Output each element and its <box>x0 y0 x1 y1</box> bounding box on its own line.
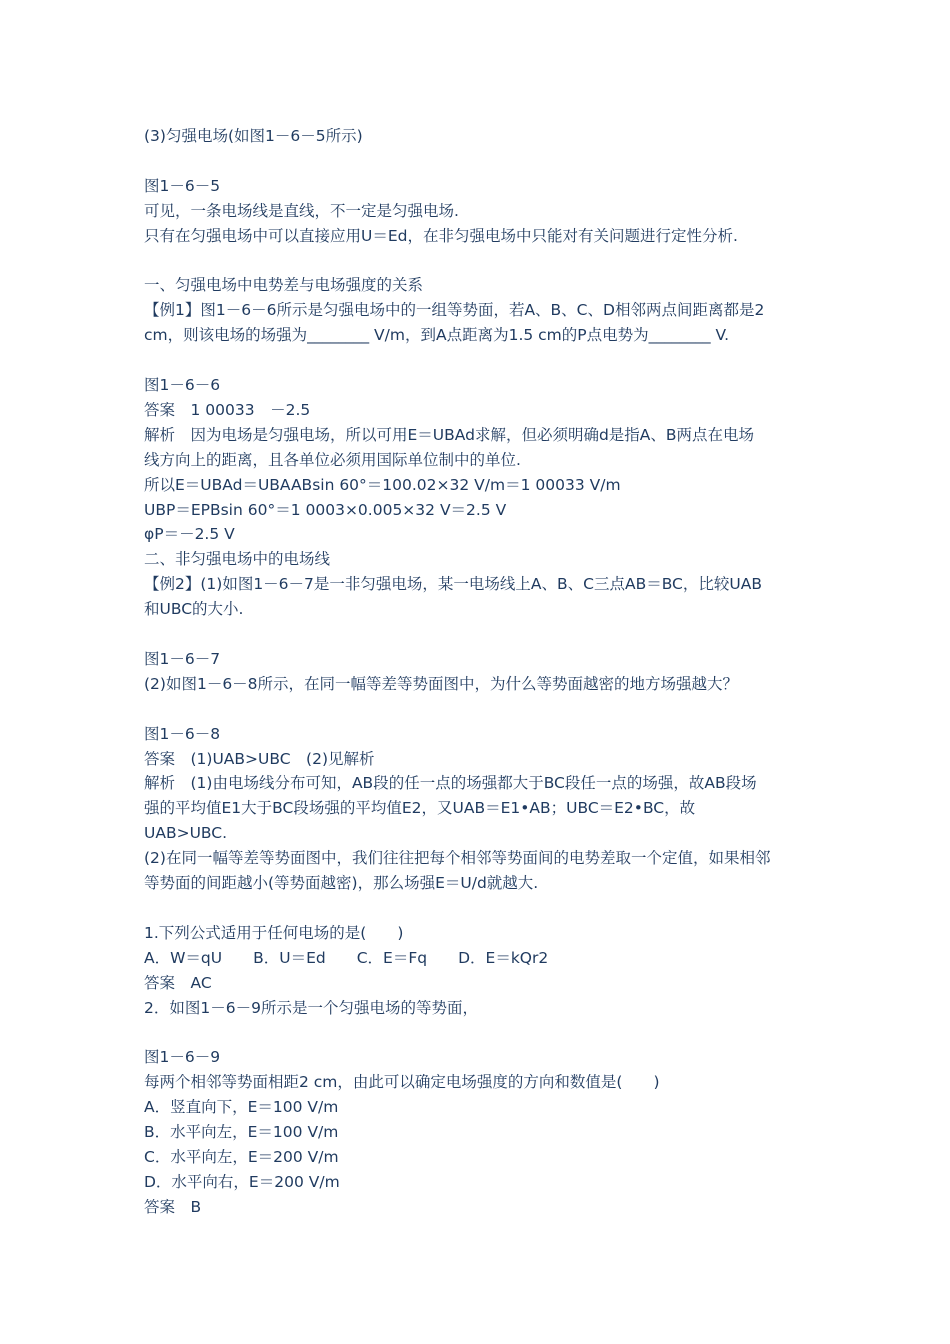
text-line: 答案 (1)UAB>UBC (2)见解析 <box>144 749 375 768</box>
text-line: 答案 AC <box>144 973 212 992</box>
text-line: 线方向上的距离，且各单位必须用国际单位制中的单位. <box>144 450 521 469</box>
text-line: 强的平均值E1大于BC段场强的平均值E2，又UAB＝E1•AB；UBC＝E2•BC，故 <box>144 799 696 818</box>
text-line: 等势面的间距越小(等势面越密)，那么场强E＝U/d就越大. <box>144 874 539 893</box>
blank-line <box>144 697 812 722</box>
text-line: A．竖直向下，E＝100 V/m <box>144 1098 339 1117</box>
text-line: cm，则该电场的场强为________ V/m，到A点距离为1.5 cm的P点电势为________ V. <box>144 326 730 345</box>
text-line: (3)匀强电场(如图1－6－5所示) <box>144 127 363 145</box>
blank-line <box>144 249 812 274</box>
text-line: 解析 (1)由电场线分布可知，AB段的任一点的场强都大于BC段任一点的场强，故AB段场 <box>144 774 757 793</box>
text-line: 解析 因为电场是匀强电场，所以可用E＝UBAd求解，但必须明确d是指A、B两点在电场 <box>144 425 755 444</box>
text-line: 可见，一条电场线是直线，不一定是匀强电场. <box>144 201 459 220</box>
text-line: UBP＝EPBsin 60°＝1 0003×0.005×32 V＝2.5 V <box>144 500 507 519</box>
text-line: 每两个相邻等势面相距2 cm，由此可以确定电场强度的方向和数值是( ) <box>144 1073 660 1092</box>
text-line: C．水平向左，E＝200 V/m <box>144 1148 339 1167</box>
text-line: 二、非匀强电场中的电场线 <box>144 550 331 569</box>
text-line: D．水平向右，E＝200 V/m <box>144 1172 340 1191</box>
text-line: φP＝－2.5 V <box>144 525 235 544</box>
text-line: 1.下列公式适用于任何电场的是( ) <box>144 923 404 942</box>
text-line: 答案 1 00033 －2.5 <box>144 400 311 419</box>
blank-line <box>144 896 812 921</box>
text-line: 【例1】图1－6－6所示是匀强电场中的一组等势面，若A、B、C、D相邻两点间距离都是2 <box>144 301 765 320</box>
text-line: B．水平向左，E＝100 V/m <box>144 1123 339 1142</box>
blank-line <box>144 348 812 373</box>
blank-line <box>144 622 812 647</box>
text-line: 所以E＝UBAd＝UBAABsin 60°＝100.02×32 V/m＝1 00033 V/m <box>144 475 621 494</box>
text-line: 图1－6－6 <box>144 376 221 395</box>
blank-line <box>144 1021 812 1046</box>
text-line: 只有在匀强电场中可以直接应用U＝Ed，在非匀强电场中只能对有关问题进行定性分析. <box>144 226 738 245</box>
text-line: 图1－6－5 <box>144 176 221 195</box>
document-page <box>144 124 812 1220</box>
text-line: 图1－6－7 <box>144 649 221 668</box>
text-line: A．W＝qU B．U＝Ed C．E＝Fq D．E＝kQr2 <box>144 948 549 967</box>
text-line: 和UBC的大小. <box>144 600 244 619</box>
blank-line <box>144 149 812 174</box>
text-line: 【例2】(1)如图1－6－7是一非匀强电场，某一电场线上A、B、C三点AB＝BC，比较UAB <box>144 575 762 594</box>
text-line: 答案 B <box>144 1197 202 1216</box>
text-line: 图1－6－8 <box>144 724 221 743</box>
text-line: (2)在同一幅等差等势面图中，我们往往把每个相邻等势面间的电势差取一个定值，如果相邻 <box>144 849 771 868</box>
text-line: UAB>UBC. <box>144 824 228 843</box>
text-line: (2)如图1－6－8所示，在同一幅等差等势面图中，为什么等势面越密的地方场强越大？ <box>144 674 739 693</box>
text-line: 2．如图1－6－9所示是一个匀强电场的等势面， <box>144 998 478 1017</box>
text-line: 一、匀强电场中电势差与电场强度的关系 <box>144 276 424 295</box>
text-line: 图1－6－9 <box>144 1048 221 1067</box>
